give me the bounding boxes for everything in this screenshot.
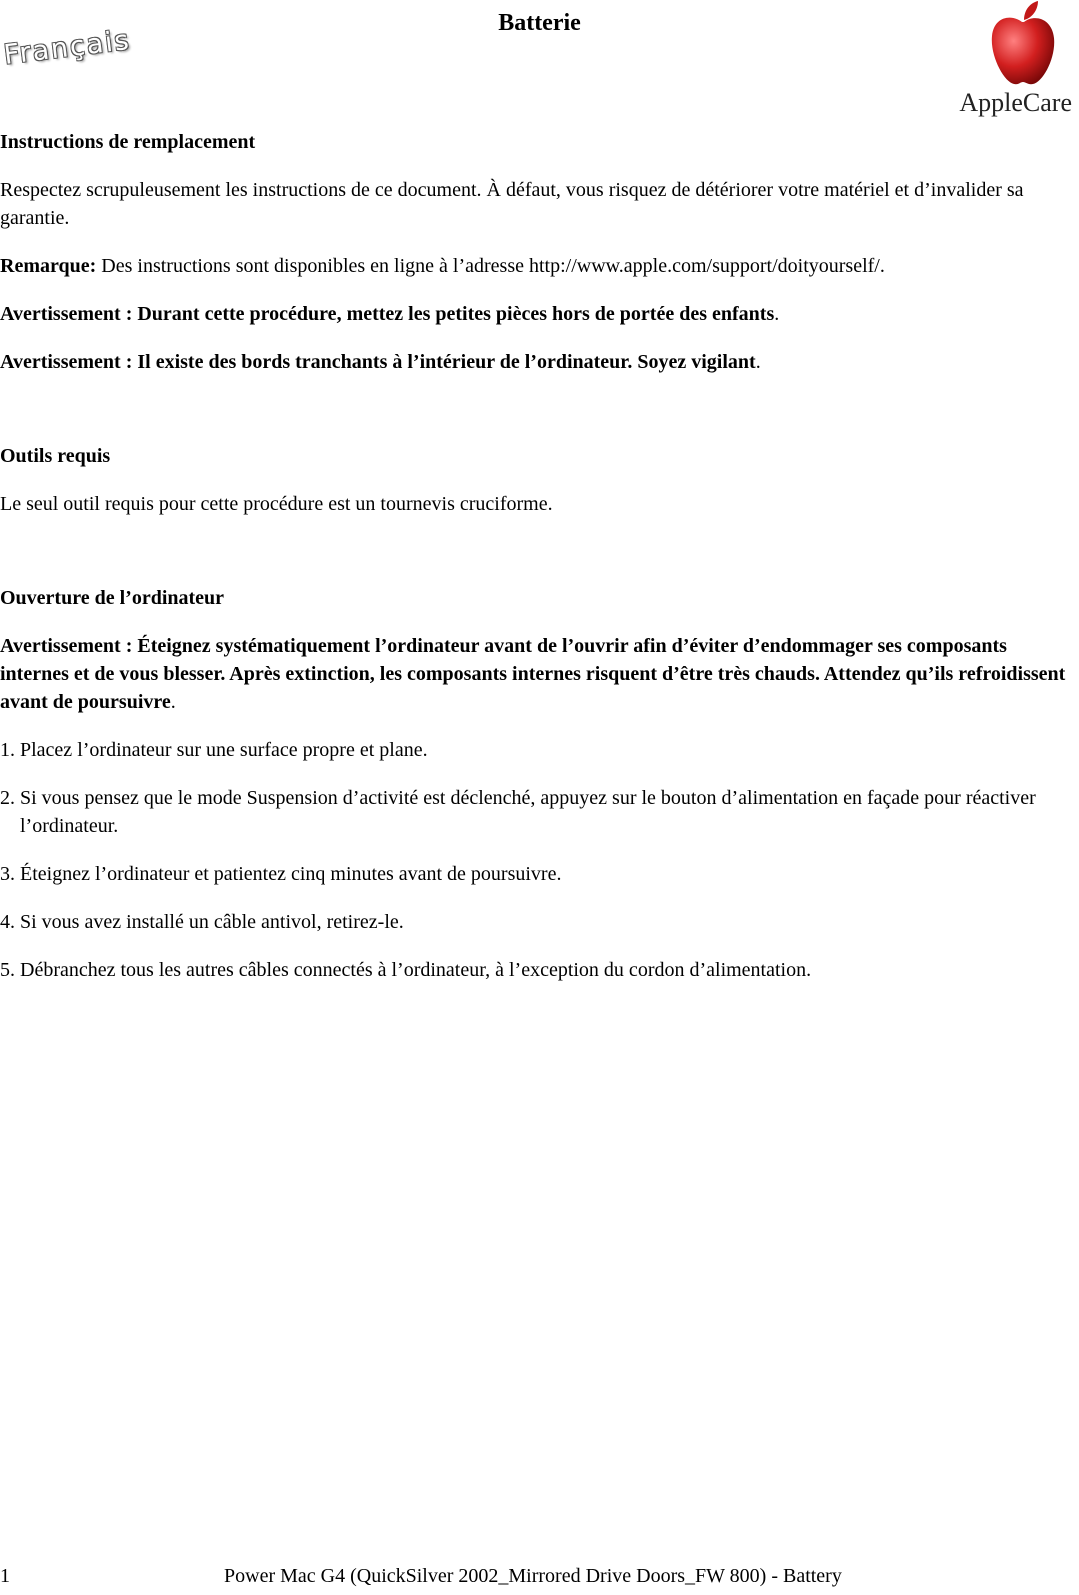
section-heading-instructions: Instructions de remplacement — [0, 131, 256, 153]
note-label: Remarque: — [0, 255, 97, 277]
list-item: 3. Éteignez l’ordinateur et patientez cinq minutes avant de poursuivre. — [0, 863, 562, 885]
warning-power-off: Avertissement : Éteignez systématiquement l’ordinateur avant de l’ouvrir afin d’éviter d’endommager ses composants internes et de vous blesser. Après extinction, les composants internes risquent d’être très chauds. Attendez qu’ils refroidissent avant de poursuivre. — [0, 635, 1066, 713]
language-label: Français — [2, 24, 133, 71]
tools-paragraph: Le seul outil requis pour cette procédure est un tournevis cruciforme. — [0, 493, 553, 515]
list-item: 5. Débranchez tous les autres câbles connectés à l’ordinateur, à l’exception du cordon d’alimentation. — [0, 959, 812, 981]
section-heading-opening: Ouverture de l’ordinateur — [0, 587, 225, 609]
list-item: 2. Si vous pensez que le mode Suspension d’activité est déclenché, appuyez sur le bouton d’alimentation en façade pour réactiver l’ordinateur. — [0, 787, 1036, 837]
list-item: 1. Placez l’ordinateur sur une surface propre et plane. — [0, 739, 428, 761]
applecare-logo — [959, 0, 1076, 120]
apple-logo-icon — [988, 0, 1058, 90]
note-text: Des instructions sont disponibles en ligne à l’adresse http://www.apple.com/support/doityourself/. — [96, 255, 885, 277]
document-body — [0, 128, 1076, 1004]
document-name: Power Mac G4 (QuickSilver 2002_Mirrored Drive Doors_FW 800) - Battery — [224, 1565, 842, 1587]
section-heading-tools: Outils requis — [0, 445, 111, 467]
warning-children: Avertissement : Durant cette procédure, mettez les petites pièces hors de portée des enfants. — [0, 303, 780, 325]
note-paragraph — [0, 252, 1076, 280]
page-number: 1 — [0, 1565, 10, 1587]
steps-list — [0, 736, 1076, 984]
brand-name: AppleCare — [959, 88, 1072, 117]
intro-paragraph: Respectez scrupuleusement les instructions de ce document. À défaut, vous risquez de détériorer votre matériel et d’invalider sa garantie. — [0, 179, 1024, 229]
list-item: 4. Si vous avez installé un câble antivol, retirez-le. — [0, 911, 404, 933]
warning-sharp-edges: Avertissement : Il existe des bords tranchants à l’intérieur de l’ordinateur. Soyez vigilant. — [0, 351, 761, 373]
page-title: Batterie — [498, 10, 581, 36]
